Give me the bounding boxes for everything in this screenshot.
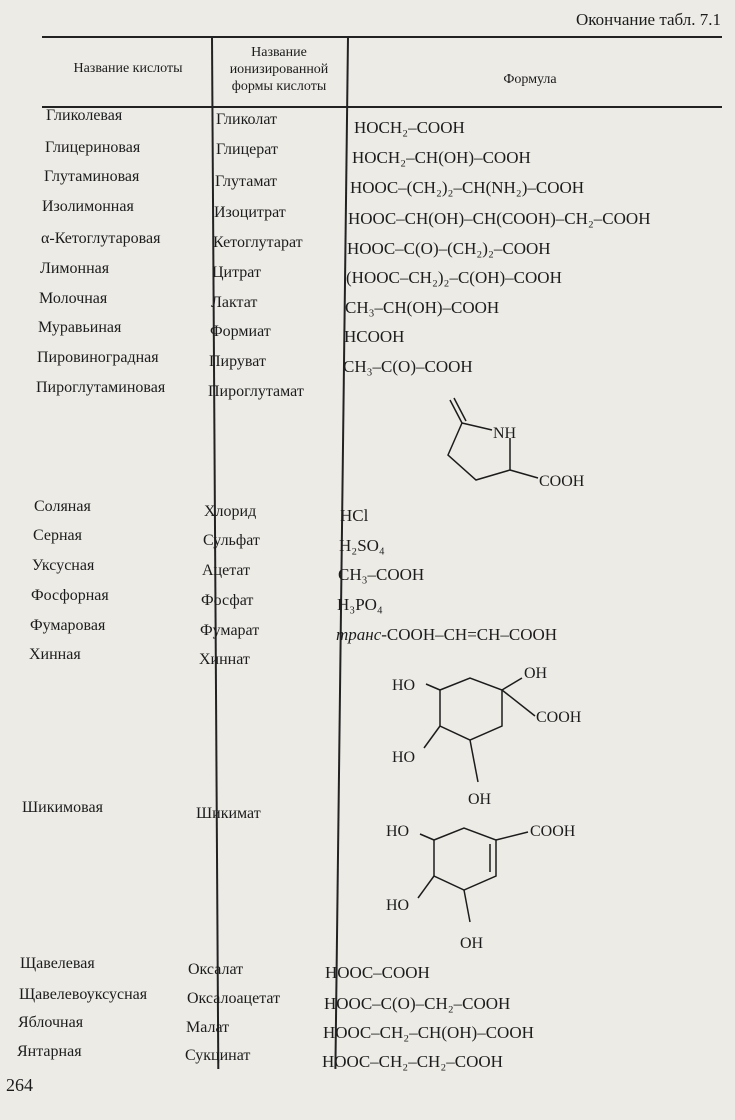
acid-name: Янтарная — [17, 1043, 82, 1060]
formula: HOOC–CH(OH)–CH(COOH)–CH₂–COOH — [348, 209, 651, 228]
acid-name: Пировиноградная — [37, 349, 159, 366]
formula: HOCH₂–COOH — [354, 118, 465, 137]
ion-name: Ацетат — [202, 562, 251, 579]
ion-name: Глицерат — [216, 141, 278, 158]
quinate-structure — [390, 664, 630, 814]
acid-name: Уксусная — [32, 557, 95, 574]
formula: HOOC–C(O)–(CH₂)₂–COOH — [347, 239, 551, 258]
acid-name: Глутаминовая — [44, 168, 140, 185]
acid-name: Фосфорная — [31, 587, 109, 604]
header-ionized-line-1: Название — [251, 45, 307, 60]
quinate-ho-top-label: HO — [392, 677, 416, 694]
acid-name: α-Кетоглутаровая — [41, 230, 161, 247]
ion-name: Пируват — [209, 353, 266, 370]
ion-name: Кетоглутарат — [213, 234, 303, 251]
ion-name: Фосфат — [201, 592, 254, 609]
acid-name: Соляная — [34, 498, 91, 515]
ion-name: Сульфат — [203, 532, 260, 549]
pyroglutamate-nh-label: NH — [493, 425, 517, 442]
header-ionized-name — [212, 44, 346, 95]
shikimate-ho-bottom-label: HO — [386, 897, 410, 914]
acid-name: Пироглутаминовая — [36, 379, 166, 396]
formula: H₂SO₄ — [339, 536, 385, 555]
quinate-oh-top-label: OH — [524, 665, 548, 682]
acid-name: Муравьиная — [38, 319, 122, 336]
acid-name: Глицериновая — [45, 139, 141, 156]
ion-name: Пироглутамат — [208, 383, 304, 400]
ion-name: Сукцинат — [185, 1047, 251, 1064]
table-header-rule — [42, 106, 722, 108]
acid-name: Молочная — [39, 290, 108, 307]
formula: HCOOH — [344, 327, 405, 346]
header-ionized-line-2: ионизированной — [229, 62, 329, 77]
ion-name: Изоцитрат — [214, 204, 286, 221]
ion-name: Малат — [186, 1019, 230, 1036]
ion-name: Оксалат — [188, 961, 244, 978]
formula: H₃PO₄ — [337, 595, 383, 614]
formula: CH₃–COOH — [338, 565, 425, 584]
formula: (HOOC–CH₂)₂–C(OH)–COOH — [346, 268, 562, 287]
acid-name: Серная — [33, 527, 82, 544]
header-formula: Формула — [503, 72, 557, 87]
ion-name: Оксалоацетат — [187, 990, 281, 1007]
formula: HOOC–CH₂–CH₂–COOH — [322, 1052, 503, 1071]
ion-name: Шикимат — [196, 805, 261, 822]
shikimate-oh-label: OH — [460, 935, 484, 952]
formula-prefix: транс- — [336, 625, 387, 644]
acid-name: Лимонная — [40, 260, 110, 277]
pyroglutamate-structure — [420, 388, 610, 498]
formula: CH₃–C(O)–COOH — [343, 357, 473, 376]
ion-name: Хлорид — [204, 503, 257, 520]
quinate-ho-bottom-label: HO — [392, 749, 416, 766]
acid-name: Гликолевая — [46, 107, 123, 124]
ion-name: Глутамат — [215, 173, 278, 190]
formula: HOOC–CH₂–CH(OH)–COOH — [323, 1023, 534, 1042]
shikimate-ho-top-label: HO — [386, 823, 410, 840]
ion-name: Фумарат — [200, 622, 260, 639]
acid-name: Яблочная — [18, 1014, 84, 1031]
ion-name: Гликолат — [216, 111, 278, 128]
ion-name: Хиннат — [199, 651, 250, 668]
shikimate-structure — [384, 814, 624, 954]
ion-name: Формиат — [210, 323, 271, 340]
formula: HOOC–(CH₂)₂–CH(NH₂)–COOH — [350, 178, 585, 197]
ion-name: Цитрат — [212, 264, 261, 281]
ion-name: Лактат — [211, 294, 258, 311]
shikimate-cooh-label: COOH — [530, 823, 576, 840]
formula: HOOC–C(O)–CH₂–COOH — [324, 994, 511, 1013]
header-acid-name: Название кислоты — [73, 61, 183, 76]
acid-name: Щавелевоуксусная — [19, 986, 148, 1003]
acid-name: Изолимонная — [42, 198, 134, 215]
page-number: 264 — [6, 1075, 33, 1095]
table-continuation-caption: Окончание табл. 7.1 — [576, 10, 721, 29]
formula: HOOC–COOH — [325, 963, 430, 982]
quinate-cooh-label: COOH — [536, 709, 582, 726]
formula: HCl — [340, 506, 369, 525]
formula-body: COOH–CH=CH–COOH — [386, 625, 558, 644]
acid-name: Хинная — [29, 646, 81, 663]
table-top-rule — [42, 36, 722, 38]
formula: HOCH₂–CH(OH)–COOH — [352, 148, 531, 167]
acid-name: Фумаровая — [30, 617, 106, 634]
acid-name: Щавелевая — [20, 955, 95, 972]
header-ionized-line-3: формы кислоты — [231, 79, 327, 94]
pyroglutamate-cooh-label: COOH — [539, 473, 585, 490]
acid-name: Шикимовая — [22, 799, 103, 816]
quinate-oh-bottom-label: OH — [468, 791, 492, 808]
formula: CH₃–CH(OH)–COOH — [345, 298, 500, 317]
formula — [336, 625, 557, 645]
